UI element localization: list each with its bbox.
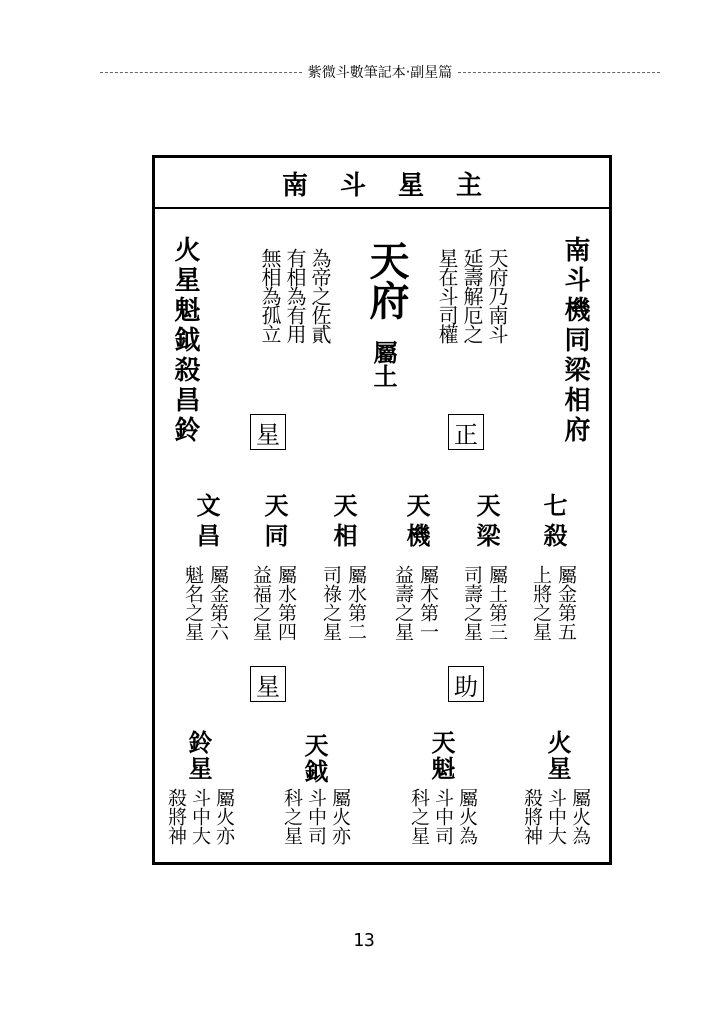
zheng-box: 正 bbox=[448, 414, 484, 450]
title-divider bbox=[152, 207, 612, 209]
star-wenchang-desc-2: 魁名之星 bbox=[182, 565, 204, 641]
star-tianyue-desc-1: 屬火亦 bbox=[329, 788, 351, 845]
star-tianji-name: 天機 bbox=[402, 493, 431, 553]
star-tianxiang-name: 天相 bbox=[329, 493, 358, 553]
star-tianyue-desc-3: 科之星 bbox=[281, 788, 303, 845]
star-tiantong-desc-2: 益福之星 bbox=[250, 565, 272, 641]
star-lingxing-desc-1: 屬火亦 bbox=[213, 788, 235, 845]
south-group-list: 南斗機同梁相府 bbox=[560, 236, 590, 446]
panel-title: 南斗星主 bbox=[281, 171, 514, 201]
star-qisha-name: 七殺 bbox=[539, 493, 568, 553]
star-tiankui-desc-2: 斗中司 bbox=[432, 788, 454, 845]
star-huoxing-name: 火星 bbox=[543, 730, 572, 782]
star-lingxing-desc-3: 殺將神 bbox=[165, 788, 187, 845]
center-star-element: 屬土 bbox=[369, 340, 398, 388]
star-tiantong-name: 天同 bbox=[260, 493, 289, 553]
tianfu-desc-1: 天府乃南斗 bbox=[485, 248, 509, 343]
tianfu-desc-2: 延壽解厄之 bbox=[460, 248, 484, 343]
tianfu-desc-3: 星在斗司權 bbox=[435, 248, 459, 343]
star-tiankui-name: 天魁 bbox=[427, 730, 456, 782]
zhu-box: 助 bbox=[448, 666, 484, 702]
aux-group-list: 火星魁鉞殺昌鈴 bbox=[170, 236, 200, 446]
zheng-star-box: 星 bbox=[250, 414, 286, 450]
star-tiantong-desc-1: 屬水第四 bbox=[275, 565, 297, 641]
page-number: 13 bbox=[353, 930, 375, 951]
star-tianxiang-desc-1: 屬水第二 bbox=[345, 565, 367, 641]
tianfu-role-2: 有相為有用 bbox=[283, 248, 307, 343]
star-tianxiang-desc-2: 司祿之星 bbox=[320, 565, 342, 641]
star-qisha-desc-2: 上將之星 bbox=[530, 565, 552, 641]
header-rule-right bbox=[458, 72, 660, 73]
star-huoxing-desc-2: 斗中大 bbox=[545, 788, 567, 845]
star-tianyue-desc-2: 斗中司 bbox=[305, 788, 327, 845]
star-wenchang-name: 文昌 bbox=[192, 493, 221, 553]
star-tiankui-desc-1: 屬火為 bbox=[456, 788, 478, 845]
star-huoxing-desc-1: 屬火為 bbox=[569, 788, 591, 845]
star-tianliang-desc-1: 屬土第三 bbox=[486, 565, 508, 641]
header-rule-left bbox=[100, 72, 302, 73]
star-wenchang-desc-1: 屬金第六 bbox=[207, 565, 229, 641]
star-qisha-desc-1: 屬金第五 bbox=[555, 565, 577, 641]
star-huoxing-desc-3: 殺將神 bbox=[521, 788, 543, 845]
star-tianyue-name: 天鉞 bbox=[300, 733, 329, 785]
tianfu-role-1: 為帝之佐貳 bbox=[308, 248, 332, 343]
center-star-name: 天府 bbox=[363, 240, 410, 320]
header-title: 紫微斗數筆記本‧副星篇 bbox=[307, 65, 453, 81]
star-tiankui-desc-3: 科之星 bbox=[408, 788, 430, 845]
star-tianliang-desc-2: 司壽之星 bbox=[461, 565, 483, 641]
star-lingxing-desc-2: 斗中大 bbox=[189, 788, 211, 845]
star-tianji-desc-2: 益壽之星 bbox=[392, 565, 414, 641]
star-tianji-desc-1: 屬木第一 bbox=[417, 565, 439, 641]
star-lingxing-name: 鈴星 bbox=[184, 730, 213, 782]
star-tianliang-name: 天梁 bbox=[472, 493, 501, 553]
tianfu-role-3: 無相為孤立 bbox=[258, 248, 282, 343]
zhu-star-box: 星 bbox=[250, 666, 286, 702]
page-header bbox=[100, 62, 660, 82]
